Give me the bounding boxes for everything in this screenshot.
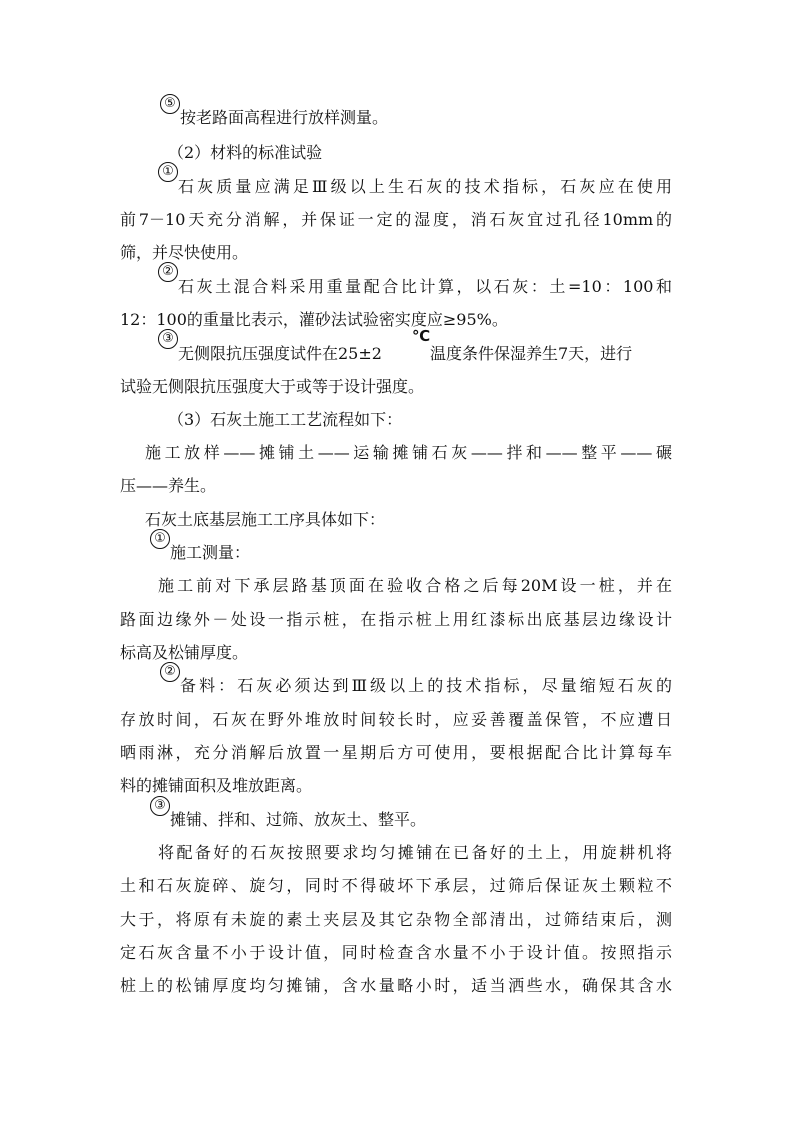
paragraph-line: 路面边缘外－处设一指示桩，在指示桩上用红漆标出底基层边缘设计 xyxy=(120,610,672,629)
paragraph-line: 料的摊铺面积及堆放距离。 xyxy=(120,776,313,795)
paragraph-line: 标高及松铺厚度。 xyxy=(120,643,249,662)
paragraph-line: 石灰土底基层施工工序具体如下： xyxy=(145,510,386,529)
paragraph-line: 前7－10天充分消解，并保证一定的湿度，消石灰宜过孔径10mm的 xyxy=(120,210,672,229)
circled-number-1: ① xyxy=(150,529,170,549)
paragraph-line: 将配备好的石灰按照要求均匀摊铺在已备好的土上，用旋耕机将 xyxy=(158,843,672,862)
paragraph-line: 定石灰含量不小于设计值，同时检查含水量不小于设计值。按照指示 xyxy=(120,943,672,962)
paragraph-line: 备料：石灰必须达到Ⅲ级以上的技术指标，尽量缩短石灰的 xyxy=(180,676,672,695)
paragraph-line: 筛，并尽快使用。 xyxy=(120,243,249,262)
circled-number-3: ③ xyxy=(150,796,170,816)
paragraph-line: 大于，将原有未旋的素土夹层及其它杂物全部清出，过筛结束后，测 xyxy=(120,910,672,929)
paragraph-line: 试验无侧限抗压强度大于或等于设计强度。 xyxy=(120,377,425,396)
section-heading: （2）材料的标准试验 xyxy=(168,143,323,162)
paragraph-line: 石灰土混合料采用重量配合比计算，以石灰：土=10：100和 xyxy=(178,277,672,296)
paragraph-line: 12：100的重量比表示，灌砂法试验密实度应≥95%。 xyxy=(120,310,508,329)
paragraph-line: 摊铺、拌和、过筛、放灰土、整平。 xyxy=(170,810,427,829)
paragraph-line: 存放时间，石灰在野外堆放时间较长时，应妥善覆盖保管，不应遭日 xyxy=(120,710,672,729)
paragraph-line: 土和石灰旋碎、旋匀，同时不得破坏下承层，过筛后保证灰土颗粒不 xyxy=(120,876,672,895)
paragraph-line: 施工前对下承层路基顶面在验收合格之后每20M设一桩，并在 xyxy=(158,576,672,595)
paragraph-line: 晒雨淋，充分消解后放置一星期后方可使用，要根据配合比计算每车 xyxy=(120,743,672,762)
paragraph-line: 温度条件保湿养生7天，进行 xyxy=(430,344,633,363)
paragraph-line: 按老路面高程进行放样测量。 xyxy=(180,108,389,127)
section-heading: （3）石灰土施工工艺流程如下： xyxy=(168,410,403,429)
paragraph-line: 压——养生。 xyxy=(120,476,217,495)
paragraph-line: 施工测量： xyxy=(170,543,251,562)
circled-number-1: ① xyxy=(158,162,178,182)
circled-number-5: ⑤ xyxy=(160,94,180,114)
circled-number-2: ② xyxy=(158,262,178,282)
paragraph-line: 桩上的松铺厚度均匀摊铺，含水量略小时，适当洒些水，确保其含水 xyxy=(120,976,672,995)
paragraph-line: 施工放样——摊铺土——运输摊铺石灰——拌和——整平——碾 xyxy=(145,443,672,462)
circled-number-2: ② xyxy=(160,662,180,682)
paragraph-line: 石灰质量应满足Ⅲ级以上生石灰的技术指标，石灰应在使用 xyxy=(178,177,672,196)
circled-number-3: ③ xyxy=(158,329,178,349)
paragraph-line: 无侧限抗压强度试件在25±2 xyxy=(178,344,382,363)
celsius-symbol: ℃ xyxy=(412,327,431,345)
